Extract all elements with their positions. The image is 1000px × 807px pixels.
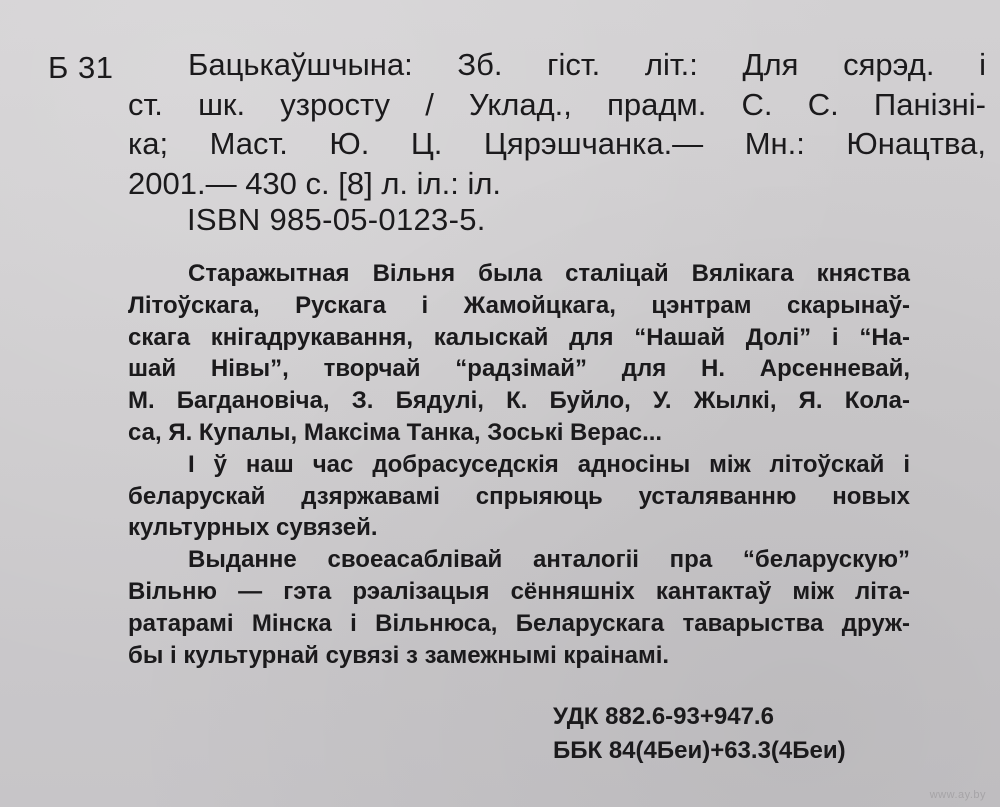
annotation-line: бы і культурнай сувязі з замежнымі краінамі. bbox=[128, 641, 670, 669]
annotation-line: М. Багдановіча, З. Бядулі, К. Буйло, У. Жылкі, Я. Кола- bbox=[128, 387, 910, 415]
annotation-line: Літоўскага, Рускага і Жамойцкага, цэнтрам скарынаў- bbox=[128, 291, 910, 319]
annotation-line: беларускай дзяржавамі спрыяюць усталяванню новых bbox=[128, 482, 910, 510]
annotation-line: Старажытная Вільня была сталіцай Вялікага княства bbox=[188, 260, 910, 287]
bbk-code: ББК 84(4Беи)+63.3(4Беи) bbox=[553, 737, 846, 764]
biblio-line: 2001.— 430 с. [8] л. іл.: іл. bbox=[128, 165, 502, 201]
isbn: ISBN 985-05-0123-5. bbox=[187, 202, 486, 237]
udk-code: УДК 882.6-93+947.6 bbox=[553, 703, 774, 730]
bibliographic-description bbox=[128, 45, 986, 203]
annotation-line: Выданне своеасаблівай анталогіі пра “беларускую” bbox=[188, 546, 910, 574]
biblio-line: ст. шк. узросту / Уклад., прадм. С. С. Панізні- bbox=[128, 86, 986, 122]
biblio-line: ка; Маст. Ю. Ц. Цярэшчанка.— Мн.: Юнацтва, bbox=[128, 126, 986, 161]
annotation-line: шай Нівы”, творчай “радзімай” для Н. Арсенневай, bbox=[128, 355, 910, 383]
biblio-line: Бацькаўшчына: Зб. гіст. літ.: Для сярэд. і bbox=[188, 47, 986, 82]
annotation-line: культурных сувязей. bbox=[128, 514, 378, 542]
annotation-line: ратарамі Мінска і Вільнюса, Беларускага таварыства друж- bbox=[128, 609, 910, 637]
annotation bbox=[128, 258, 910, 671]
classification-codes bbox=[553, 700, 846, 768]
catalog-code: Б 31 bbox=[48, 50, 114, 85]
annotation-line: скага кнігадрукавання, калыскай для “Нашай Долі” і “На- bbox=[128, 323, 910, 351]
annotation-line: І ў наш час добрасуседскія адносіны між літоўскай і bbox=[188, 450, 910, 478]
annotation-line: Вільню — гэта рэалізацыя сённяшніх кантактаў між літа- bbox=[128, 577, 910, 605]
annotation-line: са, Я. Купалы, Максіма Танка, Зоські Верас... bbox=[128, 418, 663, 446]
watermark: www.ay.by bbox=[929, 789, 986, 801]
